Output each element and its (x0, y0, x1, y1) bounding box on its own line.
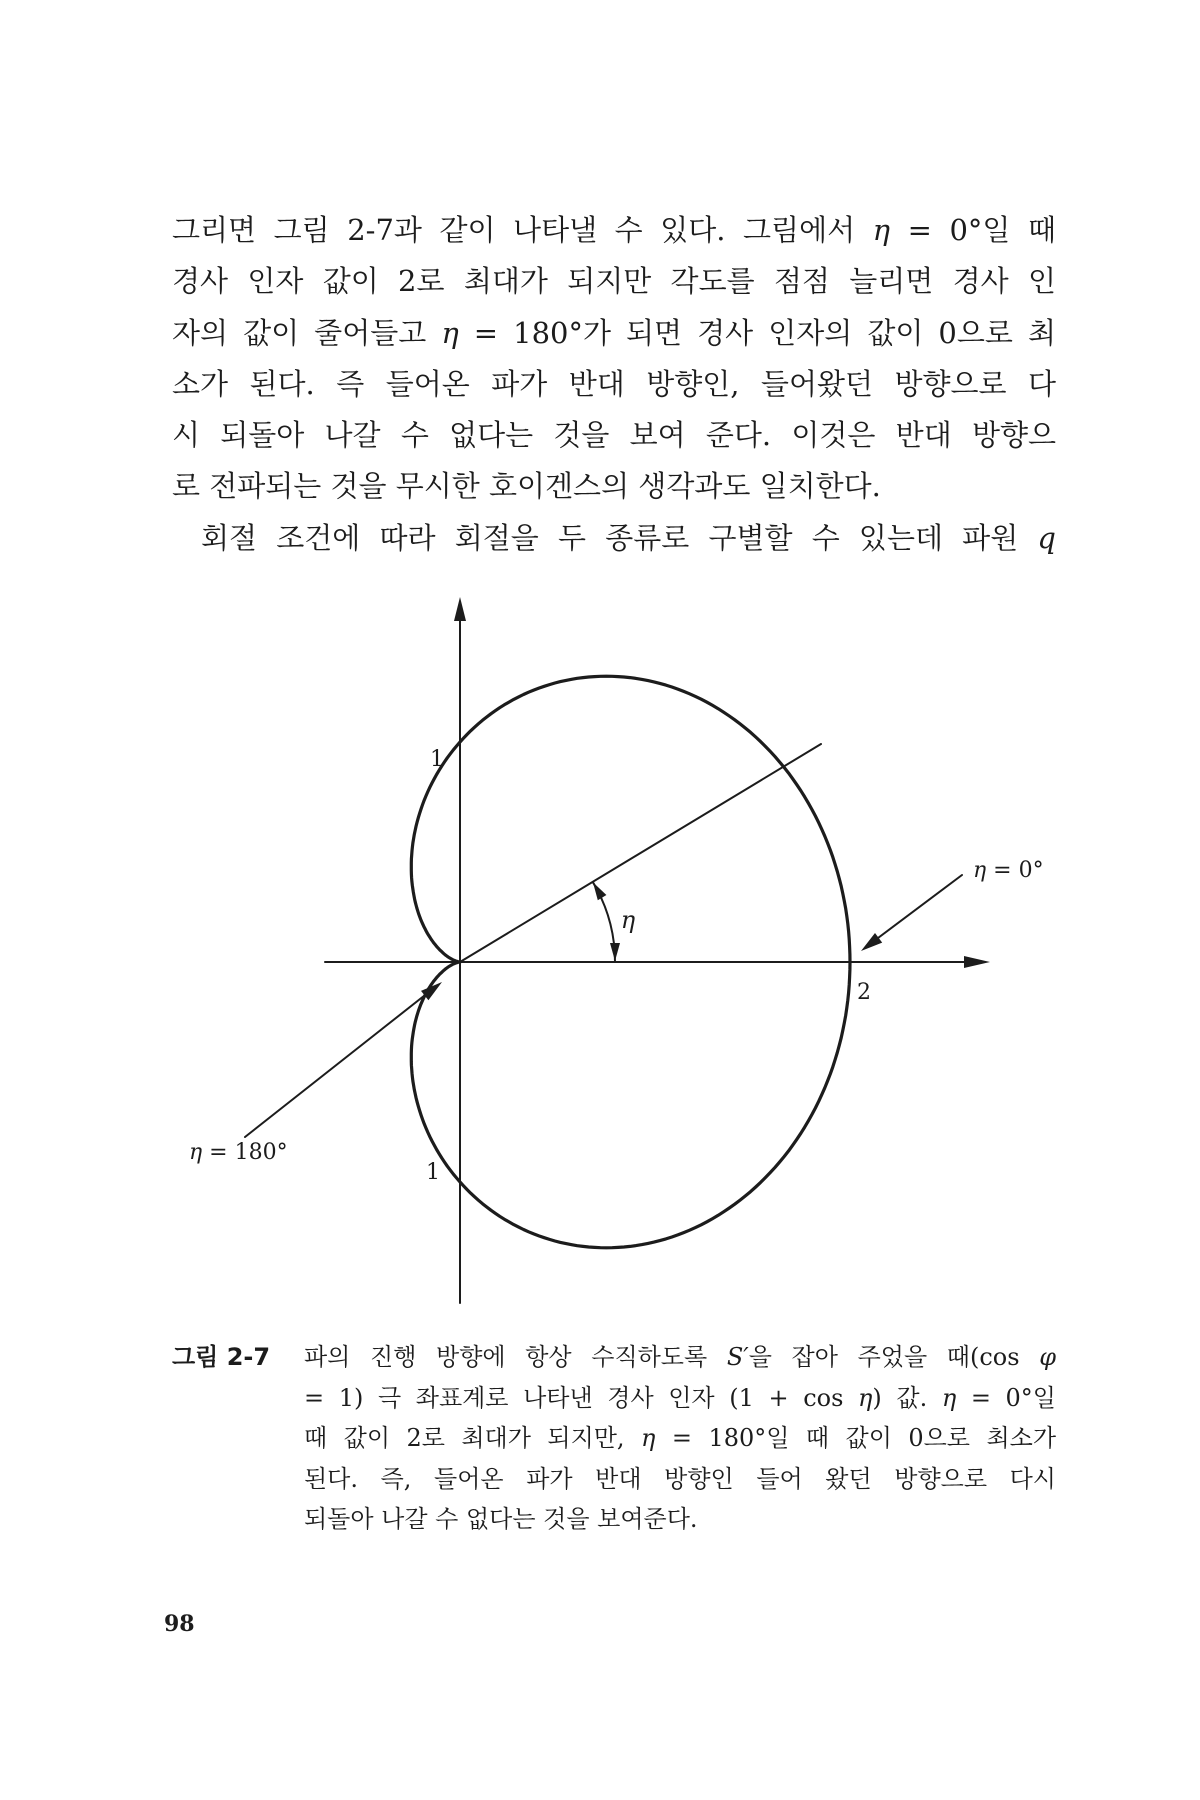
caption-line: 된다. 즉, 들어온 파가 반대 방향인 들어 왔던 방향으로 다시 (304, 1464, 1056, 1493)
text-line: 그리면 그림 2-7과 같이 나타낼 수 있다. 그림에서 η = 0°일 때 (172, 213, 1056, 247)
label-max-value: 2 (857, 980, 871, 1005)
label-unit-upper: 1 (430, 747, 444, 772)
angle-arc-arrowhead-top (593, 882, 607, 900)
vertical-axis-arrowhead (454, 597, 466, 621)
angle-arc-arrowhead-bottom (610, 943, 620, 961)
caption-line: 되돌아 나갈 수 없다는 것을 보여준다. (304, 1505, 698, 1534)
text-line: 시 되돌아 나갈 수 없다는 것을 보여 준다. 이것은 반대 방향으 (172, 418, 1056, 453)
text-line: 자의 값이 줄어들고 η = 180°가 되면 경사 인자의 값이 0으로 최 (172, 315, 1056, 350)
label-eta-180: η = 180° (189, 1140, 288, 1165)
caption-line: 때 값이 2로 최대가 되지만, η = 180°일 때 값이 0으로 최소가 (304, 1424, 1056, 1453)
page-number: 98 (164, 1611, 195, 1637)
text-line: 회절 조건에 따라 회절을 두 종류로 구별할 수 있는데 파원 q (201, 520, 1056, 555)
caption-label: 그림 2-7 (172, 1343, 271, 1371)
label-eta-0: η = 0° (973, 858, 1044, 883)
incident-arrow-eta-0 (870, 875, 962, 944)
figure-caption (304, 1337, 1056, 1540)
angle-ray (460, 744, 821, 962)
incident-arrow-eta-0-head (861, 933, 882, 951)
caption-line: 파의 진행 방향에 항상 수직하도록 S′을 잡아 주었을 때(cos φ (304, 1343, 1056, 1371)
incident-arrow-eta-180 (245, 988, 434, 1137)
text-line: 로 전파되는 것을 무시한 호이겐스의 생각과도 일치한다. (172, 469, 881, 504)
horizontal-axis-arrowhead (964, 956, 990, 968)
text-line: 경사 인자 값이 2로 최대가 되지만 각도를 점점 늘리면 경사 인 (172, 264, 1056, 299)
label-angle-eta: η (620, 906, 636, 934)
text-line: 소가 된다. 즉 들어온 파가 반대 방향인, 들어왔던 방향으로 다 (172, 366, 1056, 401)
label-unit-lower: 1 (426, 1160, 440, 1185)
caption-line: = 1) 극 좌표계로 나타낸 경사 인자 (1 + cos η) 값. η = 0°일 (304, 1383, 1056, 1412)
